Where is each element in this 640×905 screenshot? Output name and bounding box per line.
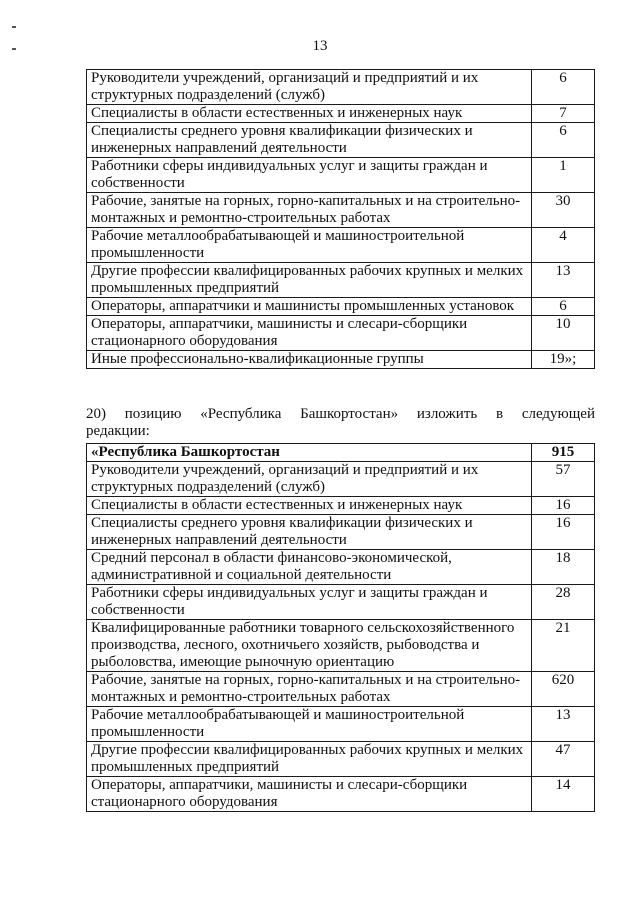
count-value: 30	[532, 193, 595, 228]
instruction-line-2: редакции:	[86, 423, 150, 439]
occupation-group: Средний персонал в области финансово-экономической, административной и социальной деятельности	[87, 550, 532, 585]
count-value: 16	[532, 497, 595, 515]
occupation-group: Квалифицированные работники товарного сельскохозяйственного производства, лесного, охотничьего хозяйств, рыбоводства и рыболовства, имеющие рыночную ориентацию	[87, 620, 532, 672]
table-row	[87, 158, 595, 193]
table-row	[87, 497, 595, 515]
occupation-group: Операторы, аппаратчики и машинисты промышленных установок	[87, 298, 532, 316]
count-value: 28	[532, 585, 595, 620]
count-value: 620	[532, 672, 595, 707]
table-row	[87, 263, 595, 298]
count-value: 4	[532, 228, 595, 263]
occupation-group: Рабочие, занятые на горных, горно-капитальных и на строительно-монтажных и ремонтно-строительных работах	[87, 193, 532, 228]
occupation-group: Рабочие металлообрабатывающей и машиностроительной промышленности	[87, 228, 532, 263]
occupation-group: Работники сферы индивидуальных услуг и защиты граждан и собственности	[87, 585, 532, 620]
count-value: 16	[532, 515, 595, 550]
table-row	[87, 70, 595, 105]
table-row	[87, 620, 595, 672]
occupation-group: Руководители учреждений, организаций и предприятий и их структурных подразделений (служб)	[87, 70, 532, 105]
occupation-group: Рабочие, занятые на горных, горно-капитальных и на строительно-монтажных и ремонтно-строительных работах	[87, 672, 532, 707]
occupation-group: Работники сферы индивидуальных услуг и защиты граждан и собственности	[87, 158, 532, 193]
count-value: 57	[532, 462, 595, 497]
table-row	[87, 462, 595, 497]
table-row	[87, 316, 595, 351]
count-value: 13	[532, 263, 595, 298]
table-row	[87, 105, 595, 123]
table-header-row	[87, 444, 595, 462]
count-value: 21	[532, 620, 595, 672]
table-row	[87, 298, 595, 316]
table-row	[87, 193, 595, 228]
table-row	[87, 550, 595, 585]
occupation-group: Специалисты в области естественных и инженерных наук	[87, 497, 532, 515]
table-row	[87, 777, 595, 812]
occupation-group: Специалисты среднего уровня квалификации физических и инженерных направлений деятельности	[87, 515, 532, 550]
count-value: 7	[532, 105, 595, 123]
occupation-table-continued	[86, 69, 595, 369]
count-value: 47	[532, 742, 595, 777]
occupation-group: Другие профессии квалифицированных рабочих крупных и мелких промышленных предприятий	[87, 263, 532, 298]
bashkortostan-table	[86, 443, 595, 812]
count-value: 6	[532, 298, 595, 316]
table-row	[87, 351, 595, 369]
count-value: 1	[532, 158, 595, 193]
table-row	[87, 672, 595, 707]
table-row	[87, 228, 595, 263]
occupation-group: Операторы, аппаратчики, машинисты и слесари-сборщики стационарного оборудования	[87, 316, 532, 351]
count-value: 6	[532, 70, 595, 105]
count-value: 13	[532, 707, 595, 742]
table-row	[87, 515, 595, 550]
occupation-group: Руководители учреждений, организаций и предприятий и их структурных подразделений (служб)	[87, 462, 532, 497]
occupation-group: Специалисты среднего уровня квалификации физических и инженерных направлений деятельности	[87, 123, 532, 158]
count-value: 10	[532, 316, 595, 351]
table-row	[87, 585, 595, 620]
table-row	[87, 742, 595, 777]
instruction-line-1: 20) позицию «Республика Башкортостан» изложить в следующей	[86, 406, 595, 422]
count-value: 19»;	[532, 351, 595, 369]
occupation-group: Рабочие металлообрабатывающей и машиностроительной промышленности	[87, 707, 532, 742]
count-value: 14	[532, 777, 595, 812]
table-row	[87, 123, 595, 158]
amendment-instruction	[86, 406, 595, 440]
occupation-group: Операторы, аппаратчики, машинисты и слесари-сборщики стационарного оборудования	[87, 777, 532, 812]
page-number: 13	[312, 38, 328, 54]
table-row	[87, 707, 595, 742]
occupation-group: Другие профессии квалифицированных рабочих крупных и мелких промышленных предприятий	[87, 742, 532, 777]
occupation-group: Иные профессионально-квалификационные группы	[87, 351, 532, 369]
occupation-group: Специалисты в области естественных и инженерных наук	[87, 105, 532, 123]
region-name: «Республика Башкортостан	[87, 444, 532, 462]
count-value: 6	[532, 123, 595, 158]
region-total: 915	[532, 444, 595, 462]
scan-mark	[12, 26, 16, 28]
count-value: 18	[532, 550, 595, 585]
